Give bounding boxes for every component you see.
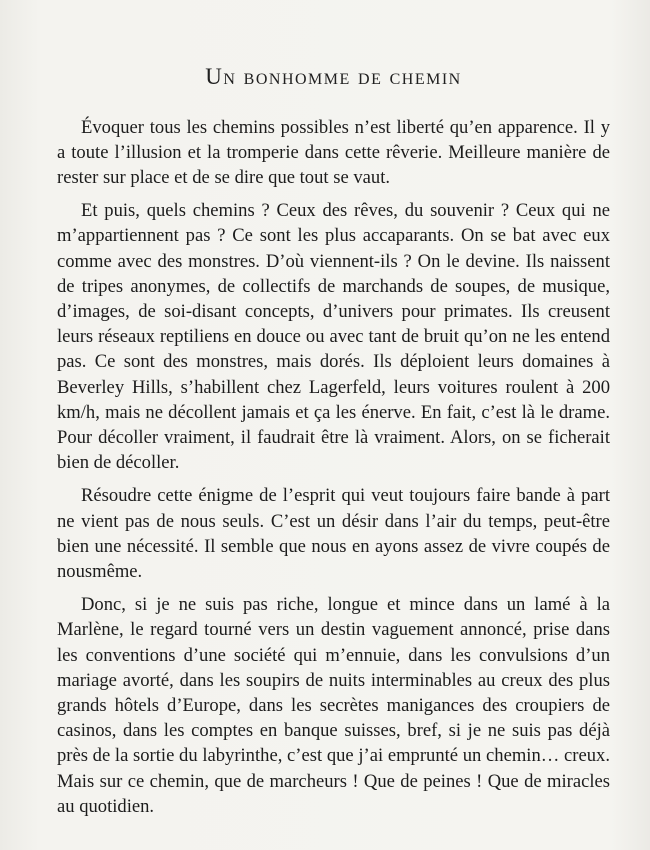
paragraph-4: Donc, si je ne suis pas riche, longue et mince dans un lamé à la Marlène, le regard tourné vers un destin vaguement annoncé, prise dans les conventions d’une société qui m’ennuie, dans les convulsions d’un mariage avorté, dans les soupirs de nuits interminables au creux des plus grands hôtels d’Europe, dans les secrètes manigances des croupiers de casinos, dans les comptes en banque suisses, bref, si je ne suis pas déjà près de la sortie du labyrinthe, c’est que j’ai emprunté un chemin… creux. Mais sur ce chemin, que de marcheurs ! Que de peines ! Que de miracles au quotidien.	[57, 594, 610, 817]
chapter-title: Un bonhomme de chemin	[205, 64, 462, 89]
paragraph-2: Et puis, quels chemins ? Ceux des rêves, du souvenir ? Ceux qui ne m’appartiennent pas ? Ce sont les plus accaparants. On se bat avec eux comme avec des monstres. D’où viennent-ils ? On le devine. Ils naissent de tripes anonymes, de collectifs de marchands de soupes, de musique, d’images, de soi-disant concepts, d’univers pour primates. Ils creusent leurs réseaux reptiliens en douce ou avec tant de bruit qu’on ne les entend pas. Ce sont des monstres, mais dorés. Ils déploient leurs domaines à Beverley Hills, s’habillent chez Lagerfeld, leurs voitures roulent à 200 km/h, mais ne décollent jamais et ça les énerve. En fait, c’est là le drame. Pour décoller vraiment, il faudrait être là vraiment. Alors, on se ficherait bien de décoller.	[57, 200, 610, 474]
paragraph-3: Résoudre cette énigme de l’esprit qui veut toujours faire bande à part ne vient pas de nous seuls. C’est un désir dans l’air du temps, peut-être bien une nécessité. Il semble que nous en ayons assez de vivre coupés de nousmême.	[57, 485, 610, 583]
paragraph-1: Évoquer tous les chemins possibles n’est liberté qu’en apparence. Il y a toute l’illusion et la tromperie dans cette rêverie. Meilleure manière de rester sur place et de se dire que tout se vaut.	[57, 116, 610, 188]
